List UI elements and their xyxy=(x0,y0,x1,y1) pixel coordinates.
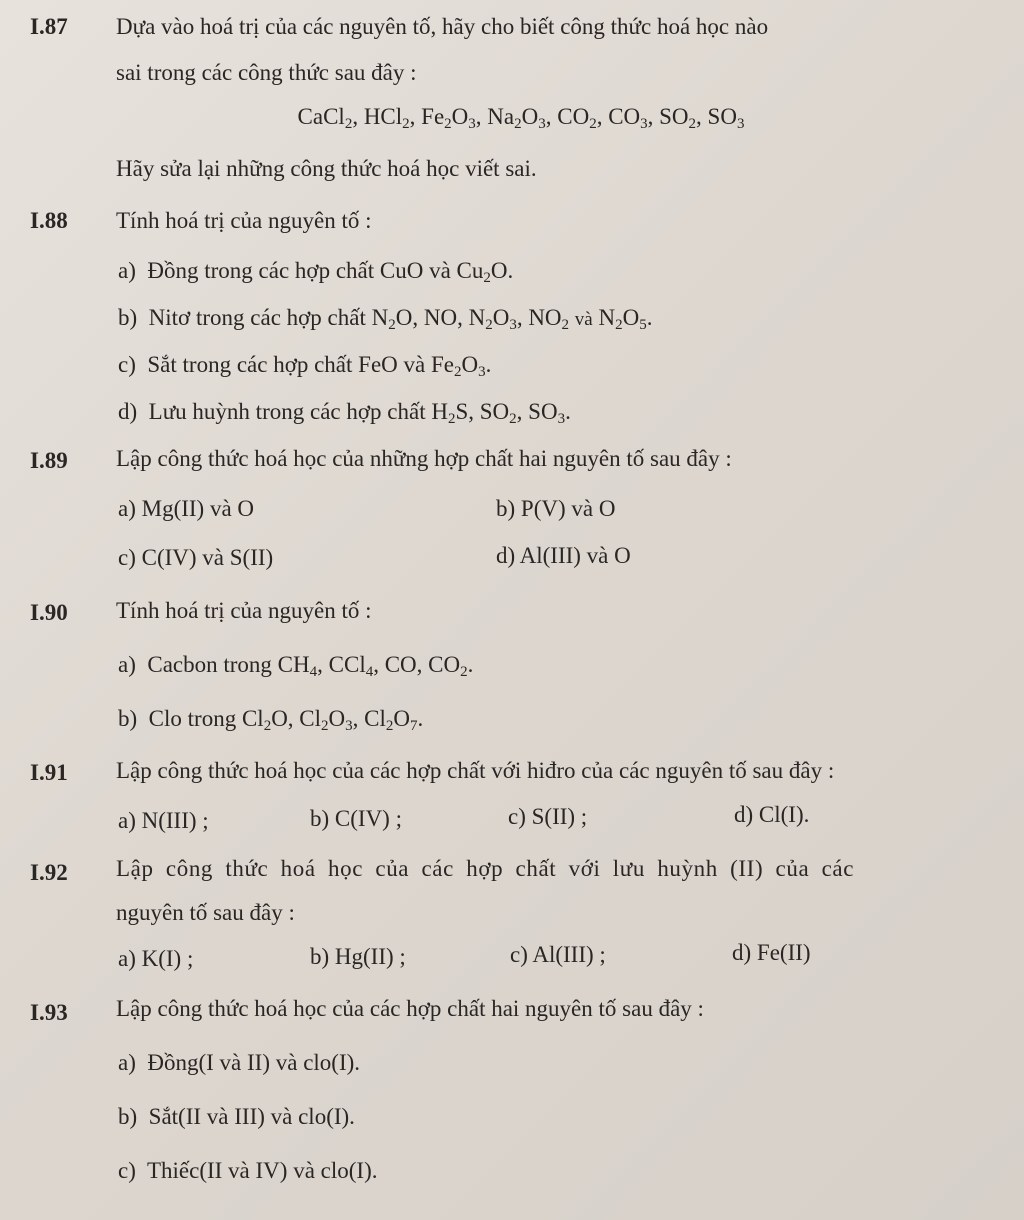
problem-1-89-item-d: d) Al(III) và O xyxy=(496,543,631,568)
formula-item: CaCl$_2$ xyxy=(297,104,353,132)
problem-1-91-item-a: a) N(III) ; xyxy=(118,808,209,833)
problem-1-89-title: Lập công thức hoá học của những hợp chất hai nguyên tố sau đây : xyxy=(116,446,732,471)
formula-list: CaCl$_2$, HCl$_2$, $Fe_2O_3$, $Na_2O_3$, $CO_2$, $CO_3$, $SO_2$, $SO_3$ xyxy=(297,104,745,132)
problem-1-89-item-a: a) Mg(II) và O xyxy=(118,496,255,521)
problem-1-92-line-2: nguyên tố sau đây : xyxy=(116,900,295,925)
problem-1-88-item-d: d) Lưu huỳnh trong các hợp chất $H_2S$, $SO_2$, $SO_3$. xyxy=(118,399,571,427)
formula-item: $CO_2$ xyxy=(557,104,597,132)
problem-1-92-item-d: d) Fe(II) xyxy=(732,940,811,965)
formula-item: $CO_3$ xyxy=(608,104,648,132)
problem-1-91-title: Lập công thức hoá học của các hợp chất với hiđro của các nguyên tố sau đây : xyxy=(116,758,835,783)
problem-1-92-line-1: Lập công thức hoá học của các hợp chất với lưu huỳnh (II) của các xyxy=(116,856,855,881)
problem-1-88-item-c: c) Sắt trong các hợp chất FeO và $Fe_2O_3$. xyxy=(118,352,492,380)
problem-1-93-title: Lập công thức hoá học của các hợp chất hai nguyên tố sau đây : xyxy=(116,996,704,1021)
problem-1-92-item-a: a) K(I) ; xyxy=(118,946,194,971)
problem-1-91-item-c: c) S(II) ; xyxy=(508,804,588,829)
problem-number-1-92: I.92 xyxy=(30,860,68,885)
problem-1-91-item-b: b) C(IV) ; xyxy=(310,806,402,831)
problem-1-88-title: Tính hoá trị của nguyên tố : xyxy=(116,208,372,233)
problem-number-1-87: I.87 xyxy=(30,14,68,39)
problem-number-1-89: I.89 xyxy=(30,448,68,473)
problem-1-88-item-a: a) Đồng trong các hợp chất CuO và $Cu_2O$. xyxy=(118,258,514,286)
problem-1-91-item-d: d) Cl(I). xyxy=(734,802,810,827)
formula-item: $Na_2O_3$ xyxy=(487,104,546,132)
formula-item: $SO_2$ xyxy=(659,104,697,132)
formula-item: $SO_3$ xyxy=(707,104,745,132)
problem-1-93-item-b: b) Sắt(II và III) và clo(I). xyxy=(118,1104,355,1129)
problem-1-92-item-b: b) Hg(II) ; xyxy=(310,944,406,969)
problem-1-90-item-b: b) Clo trong $Cl_2O$, $Cl_2O_3$, $Cl_2O_7$. xyxy=(118,706,424,734)
problem-1-89-item-b: b) P(V) và O xyxy=(496,496,616,521)
problem-1-87-line-1: Dựa vào hoá trị của các nguyên tố, hãy cho biết công thức hoá học nào xyxy=(116,14,769,39)
problem-1-93-item-c: c) Thiếc(II và IV) và clo(I). xyxy=(118,1158,378,1183)
problem-1-89-item-c: c) C(IV) và S(II) xyxy=(118,545,274,570)
problem-number-1-90: I.90 xyxy=(30,600,68,625)
problem-1-93-item-a: a) Đồng(I và II) và clo(I). xyxy=(118,1050,361,1075)
problem-number-1-91: I.91 xyxy=(30,760,68,785)
problem-1-90-title: Tính hoá trị của nguyên tố : xyxy=(116,598,372,623)
formula-item: HCl$_2$ xyxy=(363,104,410,132)
problem-1-88-item-b: b) Nitơ trong các hợp chất $N_2O$, NO, $N_2O_3$, $NO_2$ và $N_2O_5$. xyxy=(118,305,653,333)
problem-1-92-item-c: c) Al(III) ; xyxy=(510,942,606,967)
problem-number-1-93: I.93 xyxy=(30,1000,68,1025)
problem-1-90-item-a: a) Cacbon trong $CH_4$, CCl$_4$, CO, $CO_2$. xyxy=(118,652,474,680)
problem-1-87-line-2: sai trong các công thức sau đây : xyxy=(116,60,417,85)
formula-item: $Fe_2O_3$ xyxy=(421,104,476,132)
problem-number-1-88: I.88 xyxy=(30,208,68,233)
problem-1-87-line-3: Hãy sửa lại những công thức hoá học viết sai. xyxy=(116,156,537,181)
